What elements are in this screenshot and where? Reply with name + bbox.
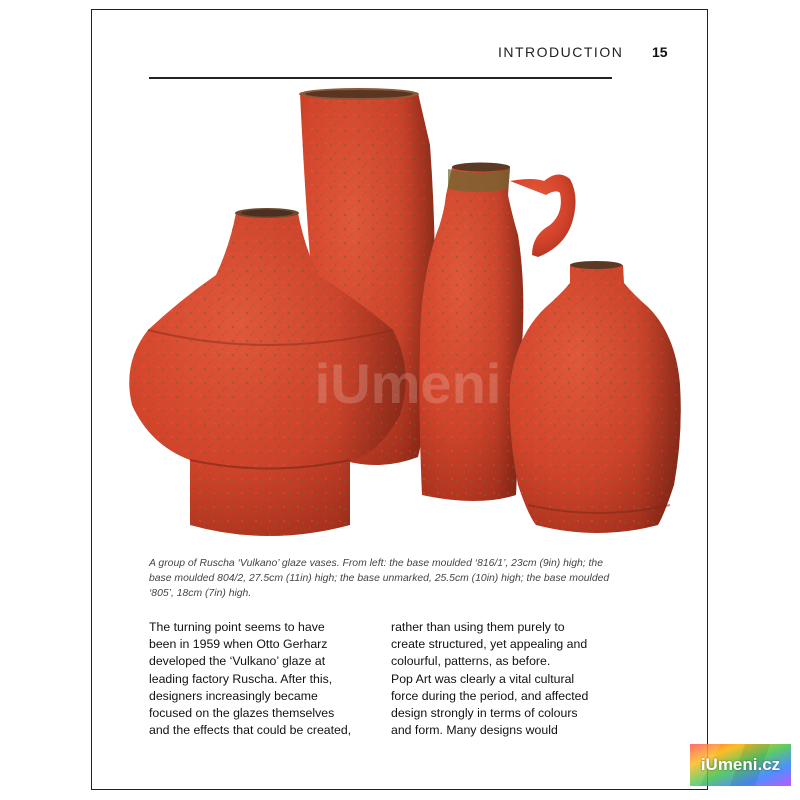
body-line: create structured, yet appealing and bbox=[391, 637, 588, 652]
body-line: developed the ‘Vulkano’ glaze at bbox=[149, 654, 326, 669]
body-line: colourful, patterns, as before. bbox=[391, 654, 551, 669]
vases-photo bbox=[118, 85, 698, 550]
photo-caption: A group of Ruscha ‘Vulkano’ glaze vases. From left: the base moulded ‘816/1’, 23cm (9in) high; the base moulded 804/2, 27.5cm (11in) high; the base unmarked, 25.5cm (10in) high; the base moulded ‘805’, 18cm (7in) high. bbox=[149, 558, 610, 599]
header-rule bbox=[149, 77, 612, 79]
body-line: leading factory Ruscha. After this, bbox=[149, 671, 333, 686]
site-watermark[interactable] bbox=[690, 744, 791, 786]
body-line: and form. Many designs would bbox=[391, 723, 558, 738]
body-line: The turning point seems to have bbox=[149, 620, 325, 634]
body-line: Pop Art was clearly a vital cultural bbox=[391, 671, 575, 686]
section-title: INTRODUCTION bbox=[498, 44, 624, 60]
body-line: design strongly in terms of colours bbox=[391, 706, 578, 721]
watermark-text: iUmeni.cz bbox=[700, 755, 781, 774]
vase-bottle bbox=[510, 261, 681, 533]
body-left-column bbox=[149, 619, 377, 739]
body-line: rather than using them purely to bbox=[391, 620, 565, 634]
page-number: 15 bbox=[652, 44, 668, 60]
body-right-column bbox=[391, 619, 621, 739]
body-line: and the effects that could be created, bbox=[149, 723, 352, 738]
photo-watermark: iUmeni bbox=[314, 352, 502, 415]
body-line: focused on the glazes themselves bbox=[149, 706, 335, 721]
body-line: designers increasingly became bbox=[149, 688, 318, 703]
body-line: force during the period, and affected bbox=[391, 688, 589, 703]
body-line: been in 1959 when Otto Gerharz bbox=[149, 637, 328, 652]
